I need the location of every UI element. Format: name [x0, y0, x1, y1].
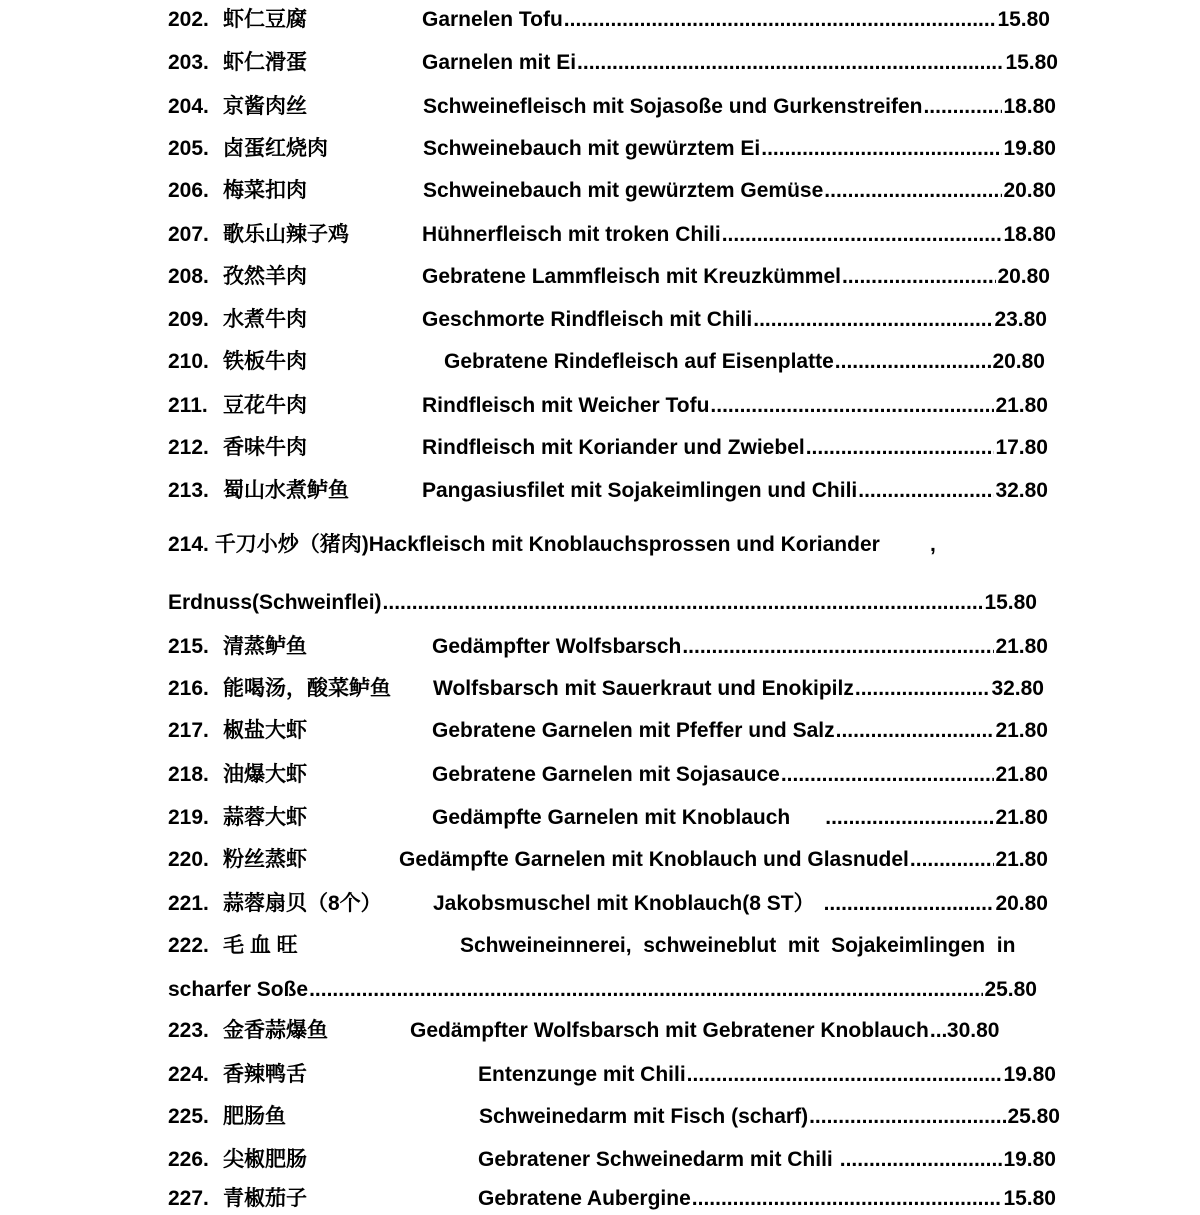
item-chinese-name: 椒盐大虾: [223, 719, 307, 742]
item-description-row: [432, 802, 1048, 834]
item-214-continuation: Erdnuss(Schweinflei): [168, 591, 382, 614]
item-chinese-name: 青椒茄子: [223, 1187, 307, 1210]
item-description-row: [422, 47, 1058, 79]
item-chinese-name: 水煮牛肉: [223, 308, 307, 331]
menu-item: [168, 715, 1050, 747]
item-description-row: [479, 1101, 1060, 1133]
item-description-row: [432, 631, 1048, 663]
item-description-row: [478, 1183, 1056, 1215]
item-german-name: Entenzunge mit Chili: [478, 1063, 686, 1086]
item-german-name: Garnelen Tofu: [422, 8, 563, 31]
dot-leader: [806, 432, 995, 464]
item-number: 227.: [168, 1187, 209, 1210]
dot-leader: [809, 1101, 1006, 1133]
item-german-name: Gedämpfte Garnelen mit Knoblauch und Glasnudel: [399, 848, 909, 871]
item-german-name: Gebratene Garnelen mit Sojasauce: [432, 763, 780, 786]
dot-leader: [840, 1144, 1003, 1176]
item-german-name: Gebratene Rindefleisch auf Eisenplatte: [444, 350, 834, 373]
dot-leader: [842, 261, 996, 293]
item-description-row: [422, 390, 1048, 422]
item-number: 204.: [168, 95, 209, 118]
menu-item: [168, 133, 1056, 165]
dot-leader: [564, 4, 997, 36]
item-number: 210.: [168, 350, 209, 373]
item-price: 21.80: [995, 848, 1048, 871]
item-price: 15.80: [984, 591, 1037, 614]
item-price: 20.80: [992, 350, 1045, 373]
item-description-row: [423, 91, 1056, 123]
item-description-row: [422, 304, 1047, 336]
item-number: 215.: [168, 635, 209, 658]
menu-item-222-line2: [168, 974, 1037, 1006]
menu-item: [168, 47, 1058, 79]
item-chinese-name: 尖椒肥肠: [223, 1148, 307, 1171]
item-description-row: [422, 4, 1050, 36]
dot-leader: [824, 175, 1002, 207]
menu-item: [168, 346, 1050, 378]
item-description-row: [422, 432, 1048, 464]
menu-item: [168, 475, 1050, 507]
item-number: 219.: [168, 806, 209, 829]
item-description-row: [433, 888, 1048, 920]
item-german-name: Pangasiusfilet mit Sojakeimlingen und Chili: [422, 479, 858, 502]
item-price: 15.80: [1003, 1187, 1056, 1210]
dot-leader: [682, 631, 994, 663]
menu-item: [168, 1183, 1056, 1215]
item-price: 15.80: [1005, 51, 1058, 74]
dot-leader: [835, 346, 992, 378]
menu-item: [168, 1015, 1050, 1047]
item-chinese-name: 虾仁滑蛋: [223, 51, 307, 74]
item-chinese-name: 蒜蓉大虾: [223, 806, 307, 829]
item-price: 21.80: [995, 763, 1048, 786]
item-description-row: [432, 715, 1048, 747]
item-price: 32.80: [991, 677, 1044, 700]
item-chinese-name: 梅菜扣肉: [223, 179, 307, 202]
item-number: 216.: [168, 677, 209, 700]
item-number: 213.: [168, 479, 209, 502]
menu-item: [168, 304, 1050, 336]
item-chinese-name: 铁板牛肉: [223, 350, 307, 373]
item-price: 23.80: [994, 308, 1047, 331]
menu-item: [168, 261, 1050, 293]
item-price: 21.80: [995, 806, 1048, 829]
item-number: 209.: [168, 308, 209, 331]
item-german-name: Schweinedarm mit Fisch (scharf): [479, 1105, 809, 1128]
item-chinese-name: 香辣鸭舌: [223, 1063, 307, 1086]
item-german-name: Schweineinnerei, schweineblut mit Sojakeimlingen in: [460, 934, 1016, 957]
item-price: 21.80: [995, 635, 1048, 658]
dot-leader: [710, 390, 994, 422]
menu-item: [168, 1101, 1060, 1133]
item-chinese-name: 毛 血 旺: [223, 934, 298, 957]
dot-leader: [761, 133, 1002, 165]
item-214-comma: ,: [930, 533, 936, 556]
dot-leader: [825, 802, 994, 834]
item-german-name: Gebratene Lammfleisch mit Kreuzkümmel: [422, 265, 841, 288]
item-price: 18.80: [1003, 223, 1056, 246]
item-description-row: [422, 219, 1056, 251]
menu-item-214-line1: [168, 529, 1050, 561]
item-number: 207.: [168, 223, 209, 246]
item-description-row: [423, 133, 1056, 165]
item-german-name: Schweinebauch mit gewürztem Gemüse: [423, 179, 824, 202]
dot-leader: [722, 219, 1003, 251]
item-222-continuation: scharfer Soße: [168, 978, 309, 1001]
menu-item-214-line2: [168, 587, 1037, 619]
item-description-row: [422, 261, 1050, 293]
menu-item: [168, 4, 1050, 36]
item-german-name: Hühnerfleisch mit troken Chili: [422, 223, 721, 246]
item-description-row: [478, 1144, 1056, 1176]
menu-item: [168, 1059, 1056, 1091]
item-chinese-name: 京酱肉丝: [223, 95, 307, 118]
item-price: 32.80: [995, 479, 1048, 502]
item-price: 20.80: [1003, 179, 1056, 202]
item-number: 205.: [168, 137, 209, 160]
item-german-name: Jakobsmuschel mit Knoblauch(8 ST）: [433, 892, 815, 915]
menu-item: [168, 1144, 1056, 1176]
item-number: 222.: [168, 934, 209, 957]
item-description-row: [433, 673, 1044, 705]
item-chinese-name: 肥肠鱼: [223, 1105, 286, 1128]
dot-leader: [858, 475, 994, 507]
item-number: 225.: [168, 1105, 209, 1128]
dot-leader: [687, 1059, 1003, 1091]
item-description-row: [399, 844, 1048, 876]
menu-item: [168, 844, 1050, 876]
item-price: 15.80: [997, 8, 1050, 31]
item-price: 30.80: [946, 1019, 1000, 1042]
item-price: 19.80: [1003, 1063, 1056, 1086]
item-number: 221.: [168, 892, 209, 915]
menu-item-222-line1: [168, 930, 1050, 962]
menu-item: [168, 91, 1056, 123]
item-number: 218.: [168, 763, 209, 786]
item-german-name: Schweinebauch mit gewürztem Ei: [423, 137, 761, 160]
item-price: 25.80: [1007, 1105, 1060, 1128]
dot-leader: [930, 1015, 946, 1047]
item-chinese-name: 豆花牛肉: [223, 394, 307, 417]
item-chinese-name: 金香蒜爆鱼: [223, 1019, 328, 1042]
item-chinese-name: 香味牛肉: [223, 436, 307, 459]
item-description-row: [423, 175, 1056, 207]
item-chinese-name: 清蒸鲈鱼: [223, 635, 307, 658]
item-chinese-name: 粉丝蒸虾: [223, 848, 307, 871]
dot-leader: [824, 888, 995, 920]
item-number: 206.: [168, 179, 209, 202]
item-german-name: Wolfsbarsch mit Sauerkraut und Enokipilz: [433, 677, 854, 700]
dot-leader: [910, 844, 995, 876]
item-german-name: Gedämpfter Wolfsbarsch mit Gebratener Knoblauch: [410, 1019, 929, 1042]
menu-item: [168, 390, 1050, 422]
item-chinese-name: 孜然羊肉: [223, 265, 307, 288]
item-number: 208.: [168, 265, 209, 288]
menu-item: [168, 888, 1050, 920]
menu-item: [168, 175, 1056, 207]
menu-item: [168, 631, 1050, 663]
item-description-row: [444, 346, 1045, 378]
item-price: 21.80: [995, 394, 1048, 417]
dot-leader: [855, 673, 991, 705]
dot-leader: [836, 715, 995, 747]
item-german-name: Gedämpfter Wolfsbarsch: [432, 635, 682, 658]
item-chinese-name: 蒜蓉扇贝（8个）: [223, 892, 382, 915]
item-german-name: Rindfleisch mit Weicher Tofu: [422, 394, 710, 417]
dot-leader: [577, 47, 1004, 79]
menu-item: [168, 759, 1050, 791]
item-german-name: Schweinefleisch mit Sojasoße und Gurkenstreifen: [423, 95, 923, 118]
item-german-name: Gedämpfte Garnelen mit Knoblauch: [432, 806, 791, 829]
dot-leader: [692, 1183, 1003, 1215]
menu-item: [168, 802, 1050, 834]
item-description-row: [410, 1015, 1052, 1047]
item-number: 224.: [168, 1063, 209, 1086]
dot-leader: [383, 587, 984, 619]
item-chinese-name: 蜀山水煮鲈鱼: [223, 479, 349, 502]
item-chinese-name: 卤蛋红烧肉: [223, 137, 328, 160]
item-number: 217.: [168, 719, 209, 742]
menu-item: [168, 219, 1056, 251]
item-price: 18.80: [1003, 95, 1056, 118]
dot-leader: [309, 974, 983, 1006]
item-price: 21.80: [995, 719, 1048, 742]
item-214-text: 214. 千刀小炒（猪肉)Hackfleisch mit Knoblauchsprossen und Koriander: [168, 533, 880, 556]
menu-item: [168, 673, 1050, 705]
item-price: 19.80: [1003, 137, 1056, 160]
item-description-row: [432, 759, 1048, 791]
item-number: 203.: [168, 51, 209, 74]
item-german-name: Garnelen mit Ei: [422, 51, 577, 74]
item-german-name: Gebratene Aubergine: [478, 1187, 691, 1210]
dot-leader: [753, 304, 993, 336]
item-number: 212.: [168, 436, 209, 459]
item-description-row: [478, 1059, 1056, 1091]
item-german-name: Gebratene Garnelen mit Pfeffer und Salz: [432, 719, 835, 742]
item-description-row: [422, 475, 1048, 507]
item-number: 223.: [168, 1019, 209, 1042]
item-chinese-name: 能喝汤，酸菜鲈鱼: [223, 677, 391, 700]
item-price: 17.80: [995, 436, 1048, 459]
item-chinese-name: 虾仁豆腐: [223, 8, 307, 31]
item-number: 202.: [168, 8, 209, 31]
item-price: 19.80: [1003, 1148, 1056, 1171]
dot-leader: [923, 91, 1002, 123]
item-number: 211.: [168, 394, 208, 417]
dot-leader: [781, 759, 995, 791]
item-number: 220.: [168, 848, 209, 871]
item-price: 25.80: [984, 978, 1037, 1001]
menu-item: [168, 432, 1050, 464]
item-german-name: Rindfleisch mit Koriander und Zwiebel: [422, 436, 805, 459]
item-number: 226.: [168, 1148, 209, 1171]
item-price: 20.80: [995, 892, 1048, 915]
item-chinese-name: 歌乐山辣子鸡: [223, 223, 349, 246]
item-german-name: Gebratener Schweinedarm mit Chili: [478, 1148, 833, 1171]
item-price: 20.80: [997, 265, 1050, 288]
item-german-name: Geschmorte Rindfleisch mit Chili: [422, 308, 753, 331]
item-chinese-name: 油爆大虾: [223, 763, 307, 786]
